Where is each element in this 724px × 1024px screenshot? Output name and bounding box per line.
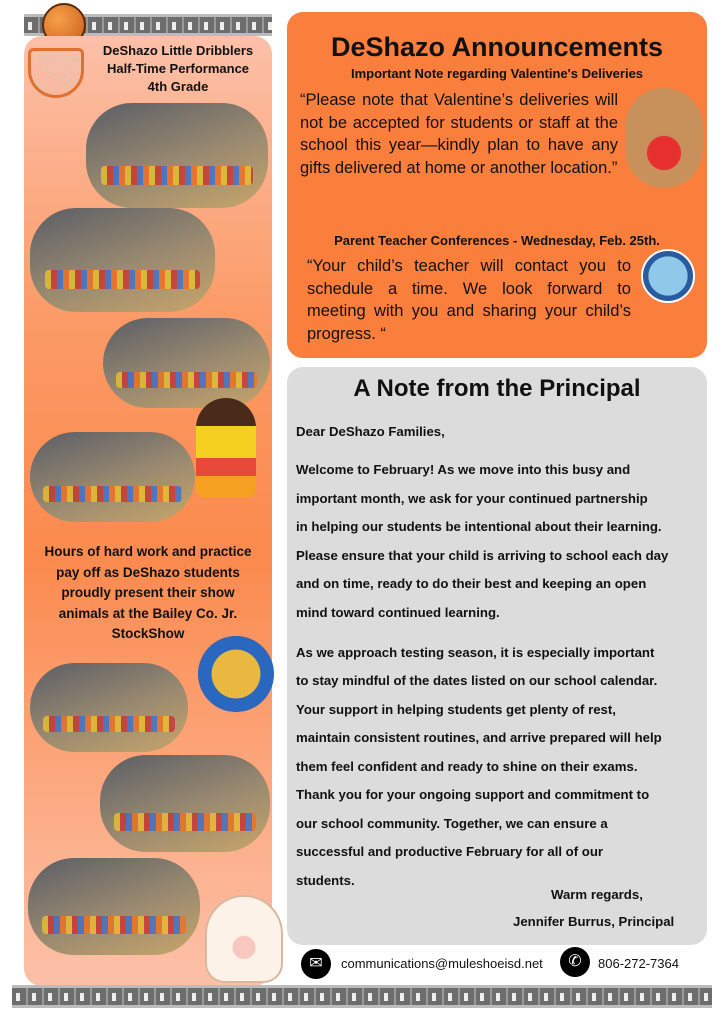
left-sidebar [24, 36, 272, 986]
principal-note-title: A Note from the Principal [353, 375, 641, 402]
photo-dribblers-1 [86, 103, 268, 208]
caption-line: Half-Time Performance [106, 61, 250, 76]
photo-dribblers-2 [30, 208, 215, 312]
letter-line: and on time, ready to do their best and keeping an open [296, 576, 647, 591]
letter-closing: Warm regards, [551, 887, 643, 902]
decorative-border-bottom [12, 985, 712, 1008]
letter-signature: Jennifer Burrus, Principal [513, 914, 675, 929]
basketball-player-illustration [196, 398, 256, 498]
basketball-hoop-icon [28, 48, 84, 98]
caption-line: DeShazo Little Dribblers [102, 43, 254, 58]
letter-line: students. [296, 873, 355, 888]
letter-line: Please ensure that your child is arriving to school each day [296, 548, 669, 563]
teddy-bear-heart-illustration [625, 88, 703, 188]
contact-email[interactable]: communications@muleshoeisd.net [341, 956, 543, 971]
letter-line: Dear DeShazo Families, [296, 424, 445, 439]
conference-text: “Your child’s teacher will contact you to schedule a time. We look forward to meeting with you and sharing your child’s progress. “ [307, 257, 631, 343]
gold-medal-ribbon-icon [198, 636, 274, 712]
phone-icon: ✆ [560, 947, 590, 977]
caption-line: StockShow [111, 626, 185, 641]
caption-line: animals at the Bailey Co. Jr. [58, 605, 238, 621]
letter-line: Your support in helping students get plenty of rest, [296, 702, 616, 717]
photo-dribblers-4 [30, 432, 195, 522]
caption-line: pay off as DeShazo students [56, 564, 240, 580]
letter-line: important month, we ask for your continued partnership [296, 491, 648, 506]
letter-line: them feel confident and ready to shine on their exams. [296, 759, 638, 774]
letter-line: As we approach testing season, it is especially important [296, 645, 655, 660]
conference-heading: Parent Teacher Conferences - Wednesday, Feb. 25th. [334, 233, 660, 248]
caption-line: proudly present their show [61, 585, 235, 600]
letter-line: in helping our students be intentional about their learning. [296, 519, 662, 534]
parent-teacher-badge-icon [641, 249, 695, 303]
valentine-text: “Please note that Valentine’s deliveries will not be accepted for students or staff at the school this year—kindly plan to have any gifts delivered at home or another location.” [300, 91, 618, 177]
letter-line: to stay mindful of the dates listed on our school calendar. [296, 673, 658, 688]
email-icon: ✉ [301, 949, 331, 979]
announcements-title: DeShazo Announcements [330, 32, 664, 62]
contact-phone[interactable]: 806-272-7364 [598, 956, 679, 971]
caption-line: 4th Grade [147, 79, 209, 94]
announcements-panel [287, 12, 707, 358]
letter-line: successful and productive February for all of our [296, 844, 604, 859]
dribblers-caption [84, 42, 272, 96]
letter-line: maintain consistent routines, and arrive prepared will help [296, 730, 662, 745]
principal-note-panel [287, 367, 707, 945]
letter-line: mind toward continued learning. [296, 605, 500, 620]
photo-stockshow-1 [30, 663, 188, 752]
valentine-heading: Important Note regarding Valentine's Deliveries [350, 66, 644, 81]
photo-stockshow-3 [28, 858, 200, 955]
photo-dribblers-3 [103, 318, 270, 408]
photo-stockshow-2 [100, 755, 270, 852]
letter-line: Welcome to February! As we move into this busy and [296, 462, 631, 477]
letter-line: Thank you for your ongoing support and commitment to [296, 787, 650, 802]
caption-line: Hours of hard work and practice [44, 544, 252, 559]
stockshow-caption [30, 542, 266, 645]
cow-illustration [205, 895, 283, 983]
letter-line: our school community. Together, we can ensure a [296, 816, 608, 831]
